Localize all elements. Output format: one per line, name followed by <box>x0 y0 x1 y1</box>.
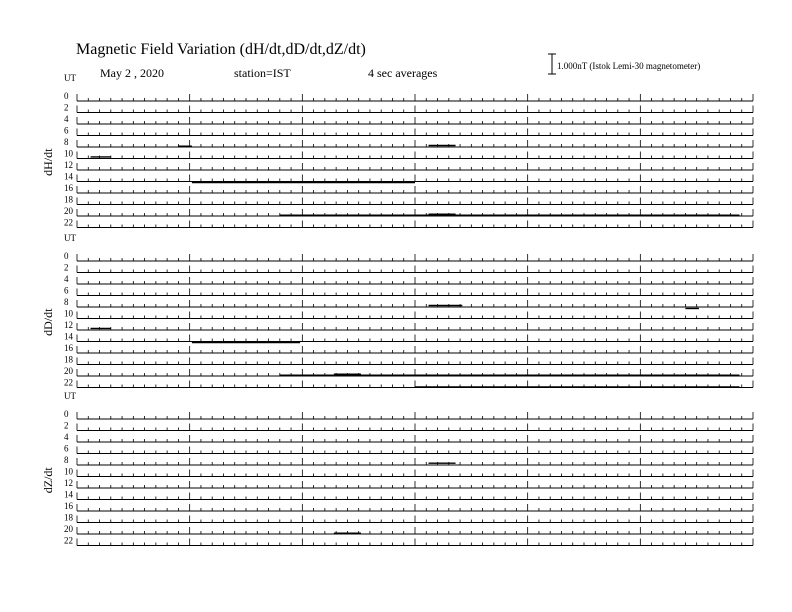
row-label: 14 <box>64 331 73 342</box>
row-label: 12 <box>64 320 73 330</box>
row-label: 0 <box>64 251 69 261</box>
ut-label: UT <box>64 233 76 243</box>
row-label: 18 <box>64 194 73 205</box>
row-label: 6 <box>64 285 69 296</box>
panels <box>41 73 753 546</box>
averages-label: 4 sec averages <box>368 66 438 80</box>
row-label: 14 <box>64 489 73 500</box>
row-label: 0 <box>64 409 69 419</box>
chart-title: Magnetic Field Variation (dH/dt,dD/dt,dZ/dt) <box>76 41 366 58</box>
row-label: 12 <box>64 478 73 488</box>
panel-dz-dt <box>41 391 753 546</box>
row-label: 18 <box>64 512 73 523</box>
ut-label: UT <box>64 391 76 401</box>
row-label: 4 <box>64 432 69 442</box>
row-label: 6 <box>64 443 69 454</box>
row-label: 8 <box>64 297 69 307</box>
row-label: 18 <box>64 354 73 365</box>
row-label: 22 <box>64 217 73 228</box>
row-label: 2 <box>64 262 69 273</box>
row-label: 0 <box>64 91 69 101</box>
row-label: 8 <box>64 137 69 147</box>
row-label: 10 <box>64 466 73 477</box>
y-axis-label: dH/dt <box>41 148 55 176</box>
row-label: 20 <box>64 524 73 534</box>
row-label: 20 <box>64 206 73 216</box>
row-label: 6 <box>64 125 69 136</box>
row-label: 20 <box>64 366 73 376</box>
row-label: 4 <box>64 274 69 284</box>
panel-dh-dt <box>41 73 753 228</box>
row-label: 16 <box>64 343 73 353</box>
chart-date: May 2 , 2020 <box>100 66 164 80</box>
row-label: 4 <box>64 114 69 124</box>
row-label: 22 <box>64 377 73 388</box>
scale-bar <box>548 54 700 74</box>
scale-bar-label: 1.000nT (Istok Lemi-30 magnetometer) <box>557 61 701 71</box>
row-label: 10 <box>64 308 73 319</box>
y-axis-label: dZ/dt <box>41 467 55 494</box>
ut-label: UT <box>64 73 76 83</box>
row-label: 2 <box>64 102 69 113</box>
row-label: 22 <box>64 535 73 546</box>
row-label: 12 <box>64 160 73 170</box>
row-label: 16 <box>64 183 73 193</box>
panel-dd-dt <box>41 233 753 388</box>
row-label: 16 <box>64 501 73 511</box>
row-label: 14 <box>64 171 73 182</box>
y-axis-label: dD/dt <box>41 308 55 336</box>
station-label: station=IST <box>234 66 291 80</box>
row-label: 10 <box>64 148 73 159</box>
row-label: 8 <box>64 455 69 465</box>
row-label: 2 <box>64 420 69 431</box>
